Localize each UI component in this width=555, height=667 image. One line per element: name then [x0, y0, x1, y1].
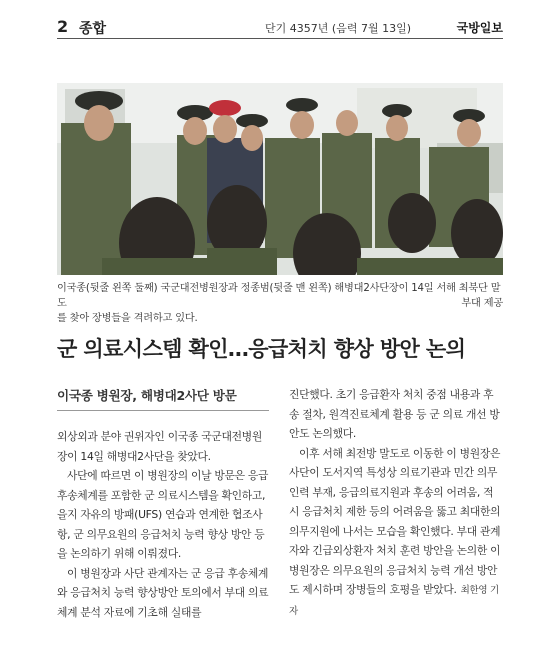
article-column-right: [289, 385, 501, 621]
page-header: [57, 14, 503, 44]
byline: 최한영 기자: [289, 585, 499, 617]
newspaper-name: 국방일보: [456, 21, 503, 35]
header-rule: [57, 38, 503, 39]
article-column-left: [57, 427, 269, 622]
news-photo: [57, 83, 503, 275]
photo-caption: [57, 281, 503, 326]
paragraph: 사단에 따르면 이 병원장의 이날 방문은 응급 후송체계를 포함한 군 의료시스템을 확인하고, 을지 자유의 방패(UFS) 연습과 연계한 협조사항, 군 의무요원의 응급처치 능력 향상 방안 등을 논의하기 위해 이뤄졌다.: [57, 469, 269, 560]
paragraph: 외상외과 분야 권위자인 이국종 국군대전병원장이 14일 해병대2사단을 찾았다.: [57, 430, 262, 463]
paragraph-text: 이후 서해 최전방 말도로 이동한 이 병원장은 사단이 도서지역 특성상 의료기관과 민간 의무인력 부재, 응급의료지원과 후송의 어려움, 적시 응급처치 제한 등의 어려움을 뚫고 최대한의 의무지원에 나서는 모습을 확인했다. 부대 관계자와 긴급외상환자 처치 훈련 방안을 논의한 이 병원장은 의무요원의 응급처치 능력 개선 방안도 제시하며 장병들의 호평을 받았다.: [289, 446, 501, 596]
article-subhead: 이국종 병원장, 해병대2사단 방문: [57, 388, 237, 403]
paragraph: 이 병원장과 사단 관계자는 군 응급 후송체계와 응급처치 능력 향상방안 토의에서 부대 의료체계 분석 자료에 기초해 실태를: [57, 566, 269, 619]
subhead-rule: [57, 410, 269, 411]
page-number: 2: [57, 17, 69, 36]
paragraph: 진단했다. 초기 응급환자 처치 중점 내용과 후송 절차, 원격진료체계 활용 등 군 의료 개선 방안도 논의했다.: [289, 388, 500, 440]
caption-line-2: 를 찾아 장병들을 격려하고 있다.: [57, 313, 198, 324]
paragraph-final: [289, 444, 501, 622]
dateline: 단기 4357년 (음력 7월 13일): [265, 22, 411, 35]
caption-line-1: 이국종(뒷줄 왼쪽 둘째) 국군대전병원장과 정종범(뒷줄 맨 왼쪽) 해병대2사단장이 14일 서해 최북단 말도: [57, 283, 501, 309]
section-title: 종합: [79, 21, 107, 37]
article-headline: 군 의료시스템 확인…응급처치 향상 방안 논의: [57, 337, 466, 361]
photo-credit: 부대 제공: [461, 298, 503, 309]
